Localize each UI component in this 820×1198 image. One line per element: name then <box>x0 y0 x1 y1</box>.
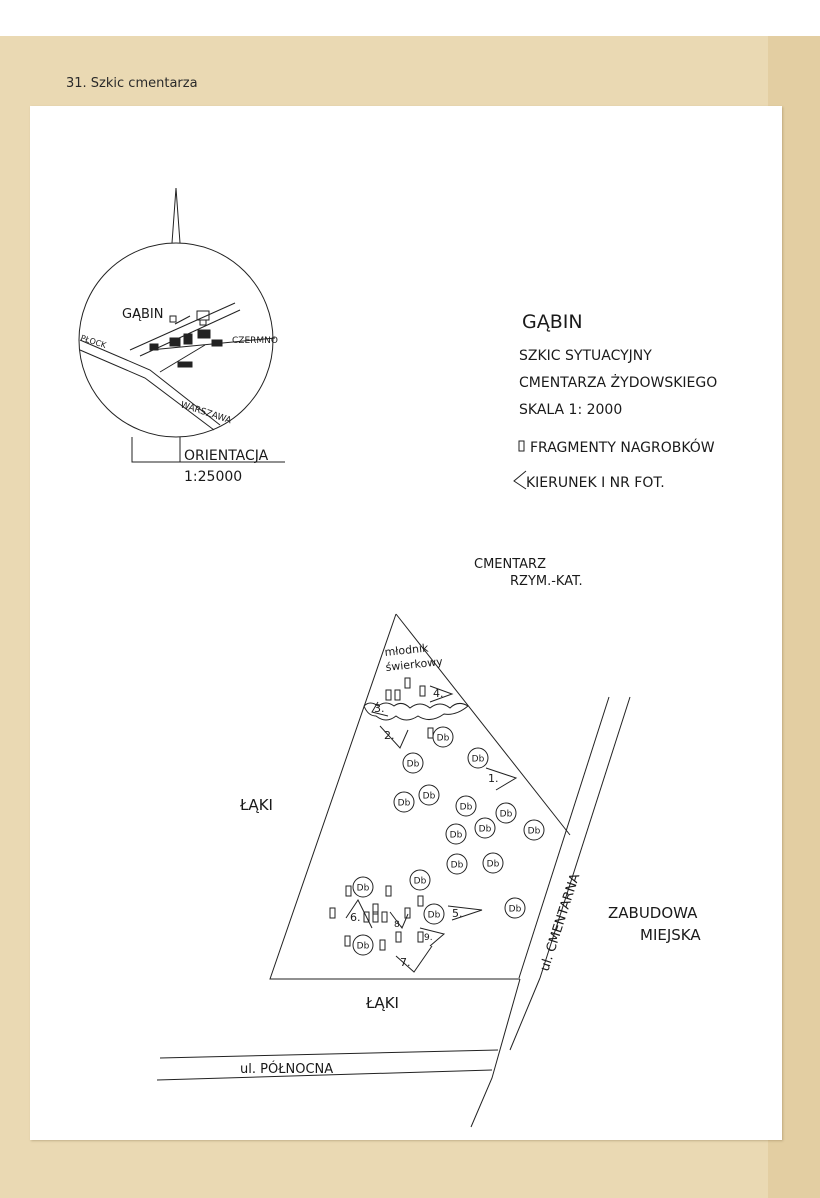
gravestone-fragment-icon <box>386 886 391 896</box>
tree-label: Db <box>471 754 485 765</box>
title-line-1: SZKIC SYTUACYJNY <box>519 348 652 364</box>
north-arrow-icon <box>172 188 180 243</box>
tree-label: Db <box>508 904 522 915</box>
tree-label: Db <box>406 759 420 770</box>
photo-number: 8. <box>394 920 403 930</box>
inset-road-warszawa: WARSZAWA <box>179 400 233 427</box>
tree-label: Db <box>413 876 427 887</box>
gravestone-fragment-icon <box>405 678 410 688</box>
tree-label: Db <box>397 798 411 809</box>
gravestone-fragment-icon <box>418 896 423 906</box>
photo-number: 6. <box>350 911 361 924</box>
tree-label: Db <box>527 826 541 837</box>
inset-road-czermno: CZERMNO <box>232 336 278 346</box>
label-urban-1: ZABUDOWA <box>608 904 698 922</box>
tree-label: Db <box>356 941 370 952</box>
legend-direction-icon <box>514 471 526 489</box>
label-young-forest-2: świerkowy <box>384 655 444 674</box>
tree-label: Db <box>450 860 464 871</box>
photo-number: 3. <box>374 702 385 715</box>
gravestone-fragment-icon <box>345 936 350 946</box>
label-cemetery-catholic-1: CMENTARZ <box>474 557 546 572</box>
tree-label: Db <box>486 859 500 870</box>
photo-number: 9. <box>424 933 433 943</box>
label-urban-2: MIEJSKA <box>640 926 701 944</box>
tree-label: Db <box>478 824 492 835</box>
tree-label: Db <box>356 883 370 894</box>
inset-town-label: GĄBIN <box>122 307 164 322</box>
label-meadows-south: ŁĄKI <box>366 994 399 1012</box>
orientation-label: ORIENTACJA <box>184 448 269 464</box>
photo-number: 4. <box>433 687 444 700</box>
title-line-3: SKALA 1: 2000 <box>519 402 623 418</box>
tree-label: Db <box>427 910 441 921</box>
gravestone-fragment-icon <box>330 908 335 918</box>
inset-map <box>79 188 285 462</box>
gravestone-fragment-icon <box>386 690 391 700</box>
tree-label: Db <box>499 809 513 820</box>
title-line-2: CMENTARZA ŻYDOWSKIEGO <box>519 375 718 391</box>
gravestone-fragment-icon <box>396 932 401 942</box>
street-cmentarna-west <box>519 697 609 978</box>
gravestone-fragment-icon <box>418 932 423 942</box>
tree-label: Db <box>436 733 450 744</box>
legend-fragment-icon <box>519 441 524 451</box>
orientation-scale: 1:25000 <box>184 469 243 485</box>
photo-number: 5. <box>452 907 463 920</box>
title-place: GĄBIN <box>522 311 583 333</box>
inset-road-plock: PŁOCK <box>79 333 108 351</box>
gravestone-fragment-icon <box>380 940 385 950</box>
gravestone-fragment-icon <box>382 912 387 922</box>
gravestone-fragment-icon <box>428 728 433 738</box>
tree-label: Db <box>459 802 473 813</box>
photo-number: 7. <box>400 956 411 969</box>
photo-number: 2. <box>384 729 395 742</box>
legend-fragments: FRAGMENTY NAGROBKÓW <box>530 440 715 456</box>
label-meadows-west: ŁĄKI <box>240 796 273 814</box>
gravestone-fragment-icon <box>346 886 351 896</box>
tree-label: Db <box>422 791 436 802</box>
figure-caption: 31. Szkic cmentarza <box>66 76 198 91</box>
gravestone-fragment-icon <box>395 690 400 700</box>
gravestone-fragment-icon <box>405 908 410 918</box>
label-street-cmentarna: ul. CMENTARNA <box>537 871 584 974</box>
tree-label: Db <box>449 830 463 841</box>
label-street-polnocna: ul. PÓŁNOCNA <box>240 1062 334 1077</box>
label-young-forest-1: młodnik <box>383 641 430 659</box>
street-polnocna-north <box>160 1050 498 1058</box>
label-cemetery-catholic-2: RZYM.-KAT. <box>510 574 583 589</box>
gravestone-fragment-icon <box>420 686 425 696</box>
photo-number: 1. <box>488 772 499 785</box>
legend-direction: KIERUNEK I NR FOT. <box>526 475 665 491</box>
